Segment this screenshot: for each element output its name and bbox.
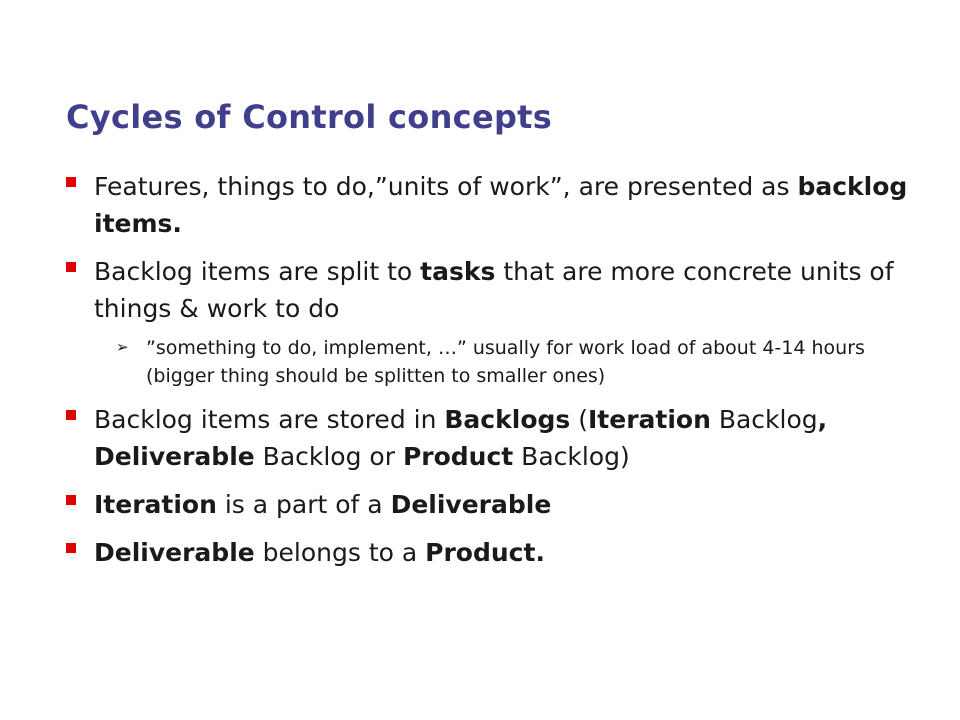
- bullet-text: [94, 486, 551, 523]
- text-segment: is a part of a: [216, 490, 391, 519]
- bullet-item: [66, 253, 926, 327]
- bullet-item: [66, 486, 926, 523]
- slide-title: Cycles of Control concepts: [66, 98, 553, 136]
- text-segment: Backlog: [710, 405, 818, 434]
- sub-bullet-text: ”something to do, implement, …” usually for work load of about 4-14 hours (bigger thing should be splitten to smaller ones): [146, 337, 865, 387]
- text-segment: (: [570, 405, 588, 434]
- bold-segment: Deliverable: [390, 490, 552, 519]
- bullet-text: [94, 401, 926, 475]
- bullet-item: [66, 168, 926, 242]
- bold-segment: Iteration: [587, 405, 711, 434]
- text-segment: Backlog): [513, 442, 630, 471]
- bold-segment: Deliverable: [94, 538, 255, 567]
- square-bullet-icon: [66, 262, 76, 272]
- text-segment: that are more concrete units of things & work to do: [94, 257, 894, 323]
- text-segment: Backlog or: [254, 442, 403, 471]
- text-segment: Backlog items are split to: [94, 257, 421, 286]
- square-bullet-icon: [66, 543, 76, 553]
- sub-bullet-item: [116, 334, 926, 390]
- bullet-text: [94, 168, 926, 242]
- bold-segment: , Deliverable: [94, 405, 828, 471]
- bold-segment: tasks: [420, 257, 496, 286]
- square-bullet-icon: [66, 495, 76, 505]
- bold-segment: Iteration: [94, 490, 217, 519]
- square-bullet-icon: [66, 410, 76, 420]
- bullet-item: [66, 534, 926, 571]
- bold-segment: Product.: [425, 538, 545, 567]
- text-segment: Features, things to do,”units of work”, are presented as: [94, 172, 798, 201]
- text-segment: belongs to a: [254, 538, 426, 567]
- arrow-bullet-icon: ➢: [116, 338, 129, 356]
- square-bullet-icon: [66, 177, 76, 187]
- bold-segment: Backlogs: [444, 405, 571, 434]
- bullet-item: [66, 401, 926, 475]
- bullet-text: [94, 534, 545, 571]
- bullet-text: [94, 253, 926, 327]
- bold-segment: backlog items.: [94, 172, 908, 238]
- bold-segment: Product: [402, 442, 514, 471]
- bullet-list: [66, 168, 926, 582]
- text-segment: Backlog items are stored in: [94, 405, 445, 434]
